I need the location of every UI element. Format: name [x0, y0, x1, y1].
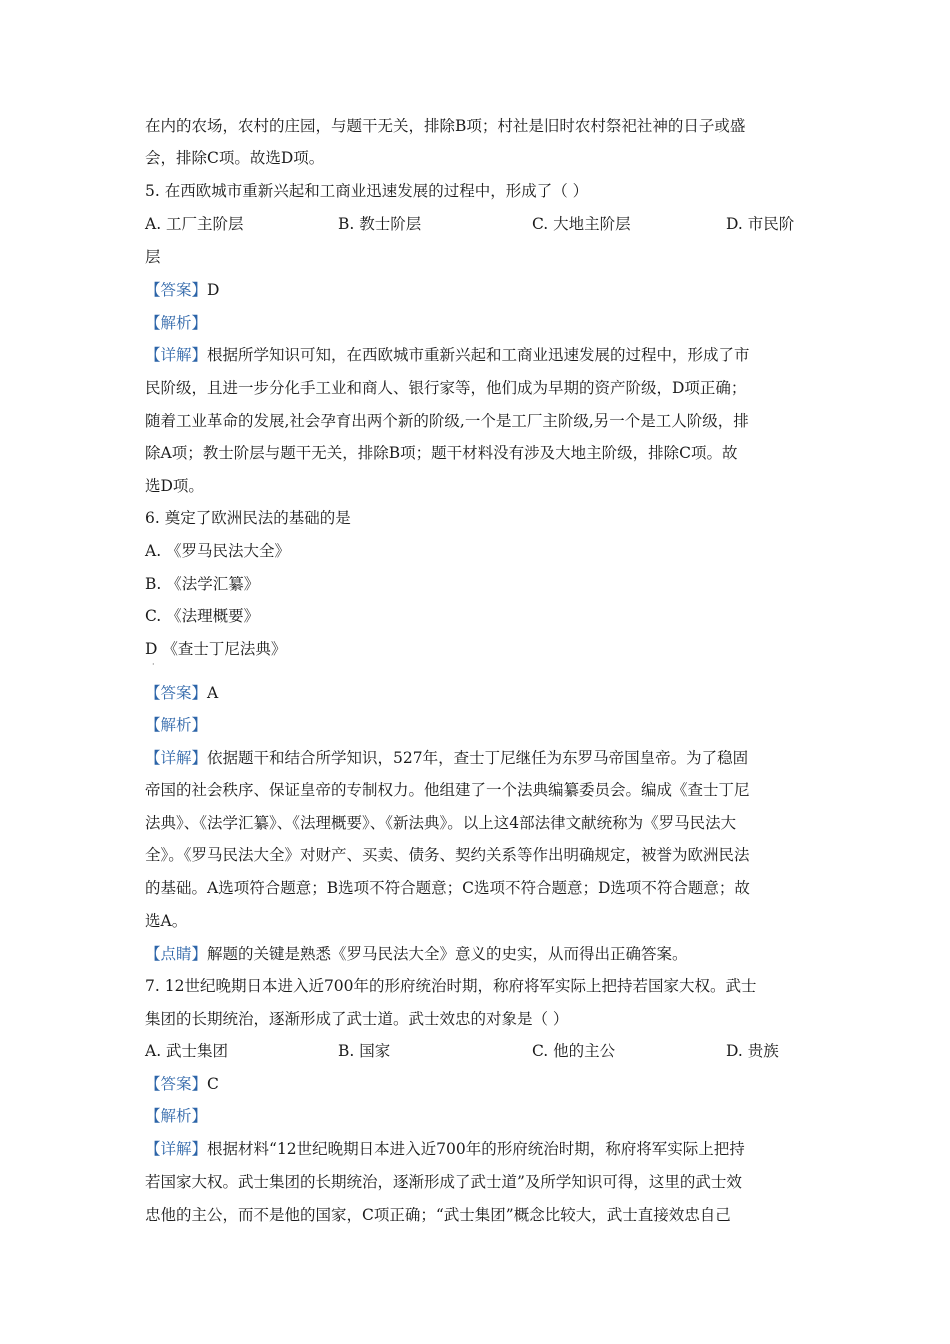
- q6-detail-5: 的基础。A选项符合题意；B选项不符合题意；C选项不符合题意；D选项不符合题意；故: [145, 879, 750, 897]
- intro-line-2: 会，排除C项。故选D项。: [145, 149, 325, 167]
- stray-dot: ·: [152, 660, 155, 669]
- q7-question-2: 集团的长期统治，逐渐形成了武士道。武士效忠的对象是（ ）: [145, 1010, 569, 1028]
- q5-detail-5: 选D项。: [145, 477, 204, 495]
- q6-option-d: D 《查士丁尼法典》: [145, 640, 287, 658]
- q7-analysis: [145, 1105, 207, 1127]
- q6-detail-2: 帝国的社会秩序、保证皇帝的专制权力。他组建了一个法典编纂委员会。编成《查士丁尼: [145, 781, 750, 799]
- intro-line-1: 在内的农场，农村的庄园，与题干无关，排除B项；村社是旧时农村祭祀社神的日子或盛: [145, 117, 746, 135]
- q7-question-1: 7. 12世纪晚期日本进入近700年的形府统治时期，称府将军实际上把持若国家大权。武士: [145, 977, 757, 995]
- q7-option-a: A. 武士集团: [145, 1042, 229, 1060]
- q6-question: 6. 奠定了欧洲民法的基础的是: [145, 509, 351, 527]
- q6-answer: [145, 682, 218, 704]
- q6-detail-1: [145, 747, 748, 769]
- q6-answer-value: A: [207, 684, 219, 702]
- detail-label: 【详解】: [145, 1140, 208, 1158]
- answer-label: 【答案】: [145, 281, 208, 299]
- q7-detail-2: 若国家大权。武士集团的长期统治，逐渐形成了武士道”及所学知识可得，这里的武士效: [145, 1173, 742, 1191]
- q5-detail-1: [145, 344, 750, 366]
- q6-option-b: B. 《法学汇纂》: [145, 575, 260, 593]
- q5-answer-value: D: [207, 281, 220, 299]
- q5-option-b: B. 教士阶层: [338, 215, 422, 233]
- q6-detail-6: 选A。: [145, 912, 188, 930]
- detail-label: 【详解】: [145, 749, 208, 767]
- answer-label: 【答案】: [145, 1075, 208, 1093]
- q7-answer: [145, 1073, 219, 1095]
- q7-option-d: D. 贵族: [726, 1042, 779, 1060]
- q5-answer: [145, 279, 219, 301]
- q7-option-b: B. 国家: [338, 1042, 391, 1060]
- q5-detail-text-1: 根据所学知识可知，在西欧城市重新兴起和工商业迅速发展的过程中，形成了市: [207, 346, 750, 364]
- q6-detail-text-1: 依据题干和结合所学知识，527年，查士丁尼继任为东罗马帝国皇帝。为了稳固: [207, 749, 749, 767]
- q5-question: 5. 在西欧城市重新兴起和工商业迅速发展的过程中，形成了（ ）: [145, 182, 589, 200]
- q6-option-a: A. 《罗马民法大全》: [145, 542, 291, 560]
- detail-label: 【详解】: [145, 346, 208, 364]
- q6-detail-3: 法典》、《法学汇纂》、《法理概要》、《新法典》。以上这4部法律文献统称为《罗马民法大: [145, 814, 737, 832]
- q6-analysis: [145, 714, 207, 736]
- q7-option-c: C. 他的主公: [532, 1042, 616, 1060]
- q7-answer-value: C: [207, 1075, 219, 1093]
- q7-detail-3: 忠他的主公，而不是他的国家，C项正确；“武士集团”概念比较大，武士直接效忠自己: [145, 1206, 731, 1224]
- q5-option-a: A. 工厂主阶层: [145, 215, 244, 233]
- q6-comment: [145, 943, 688, 965]
- q6-option-c: C. 《法理概要》: [145, 607, 260, 625]
- q5-detail-4: 除A项；教士阶层与题干无关，排除B项；题干材料没有涉及大地主阶级，排除C项。故: [145, 444, 738, 462]
- answer-label: 【答案】: [145, 684, 208, 702]
- q6-detail-4: 全》。《罗马民法大全》对财产、买卖、债务、契约关系等作出明确规定，被誉为欧洲民法: [145, 846, 750, 864]
- q5-option-d-wrap: 层: [145, 248, 161, 266]
- analysis-label: 【解析】: [145, 1107, 208, 1125]
- comment-label: 【点睛】: [145, 945, 208, 963]
- analysis-label: 【解析】: [145, 716, 208, 734]
- q7-detail-text-1: 根据材料“12世纪晚期日本进入近700年的形府统治时期，称府将军实际上把持: [207, 1140, 745, 1158]
- q5-option-c: C. 大地主阶层: [532, 215, 631, 233]
- q7-detail-1: [145, 1138, 745, 1160]
- q5-detail-2: 民阶级，且进一步分化手工业和商人、银行家等，他们成为早期的资产阶级，D项正确；: [145, 379, 747, 397]
- analysis-label: 【解析】: [145, 314, 208, 332]
- q5-option-d: D. 市民阶: [726, 215, 795, 233]
- q6-comment-text: 解题的关键是熟悉《罗马民法大全》意义的史实，从而得出正确答案。: [207, 945, 688, 963]
- q5-detail-3: 随着工业革命的发展,社会孕育出两个新的阶级,一个是工厂主阶级,另一个是工人阶级，排: [145, 412, 749, 430]
- q5-analysis: [145, 312, 207, 334]
